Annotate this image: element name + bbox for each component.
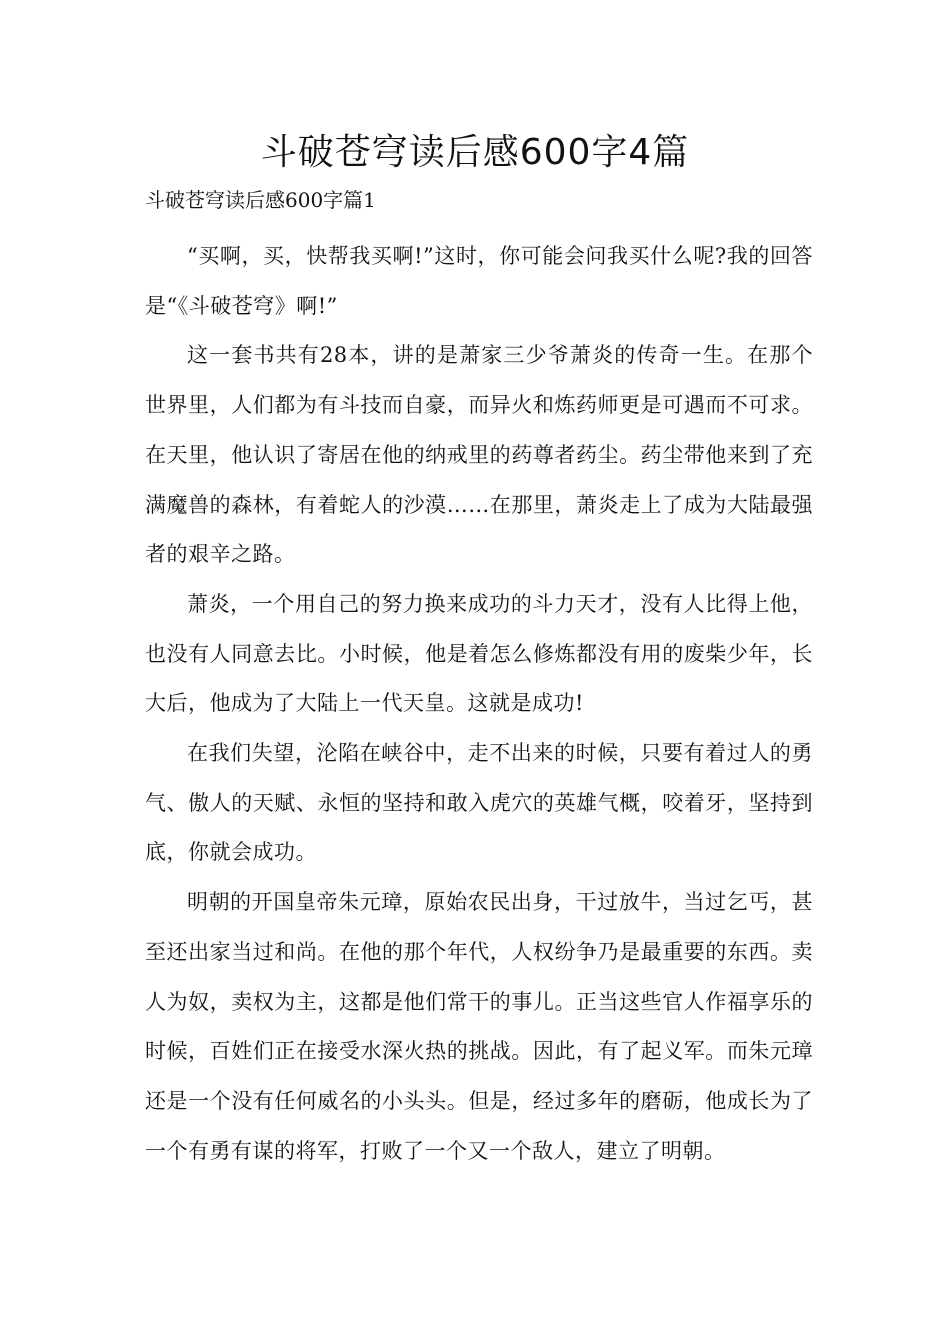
body-text: [145, 232, 813, 1176]
paragraph-5: 明朝的开国皇帝朱元璋，原始农民出身，干过放牛，当过乞丐，甚至还出家当过和尚。在他的那个年代，人权纷争乃是最重要的东西。卖人为奴，卖权为主，这都是他们常干的事儿。正当这些官人作福享乐的时候，百姓们正在接受水深火热的挑战。因此，有了起义军。而朱元璋还是一个没有任何威名的小头头。但是，经过多年的磨砺，他成长为了一个有勇有谋的将军，打败了一个又一个敌人，建立了明朝。: [145, 890, 813, 1163]
section-heading: 斗破苍穹读后感600字篇1: [145, 188, 376, 212]
paragraph-3: 萧炎，一个用自己的努力换来成功的斗力天才，没有人比得上他，也没有人同意去比。小时候，他是着怎么修炼都没有用的废柴少年，长大后，他成为了大陆上一代天皇。这就是成功!: [145, 591, 813, 716]
document-title: 斗破苍穹读后感600字4篇: [260, 132, 690, 173]
paragraph-4: 在我们失望，沦陷在峡谷中，走不出来的时候，只要有着过人的勇气、傲人的天赋、永恒的坚持和敢入虎穴的英雄气概，咬着牙，坚持到底，你就会成功。: [145, 741, 813, 865]
paragraph-1: “买啊，买，快帮我买啊!”这时，你可能会问我买什么呢?我的回答是“《斗破苍穹》啊!”: [145, 244, 813, 318]
paragraph-2: 这一套书共有28本，讲的是萧家三少爷萧炎的传奇一生。在那个世界里，人们都为有斗技而自豪，而异火和炼药师更是可遇而不可求。在天里，他认识了寄居在他的纳戒里的药尊者药尘。药尘带他来到了充满魔兽的森林，有着蛇人的沙漠……在那里，萧炎走上了成为大陆最强者的艰辛之路。: [145, 343, 813, 567]
